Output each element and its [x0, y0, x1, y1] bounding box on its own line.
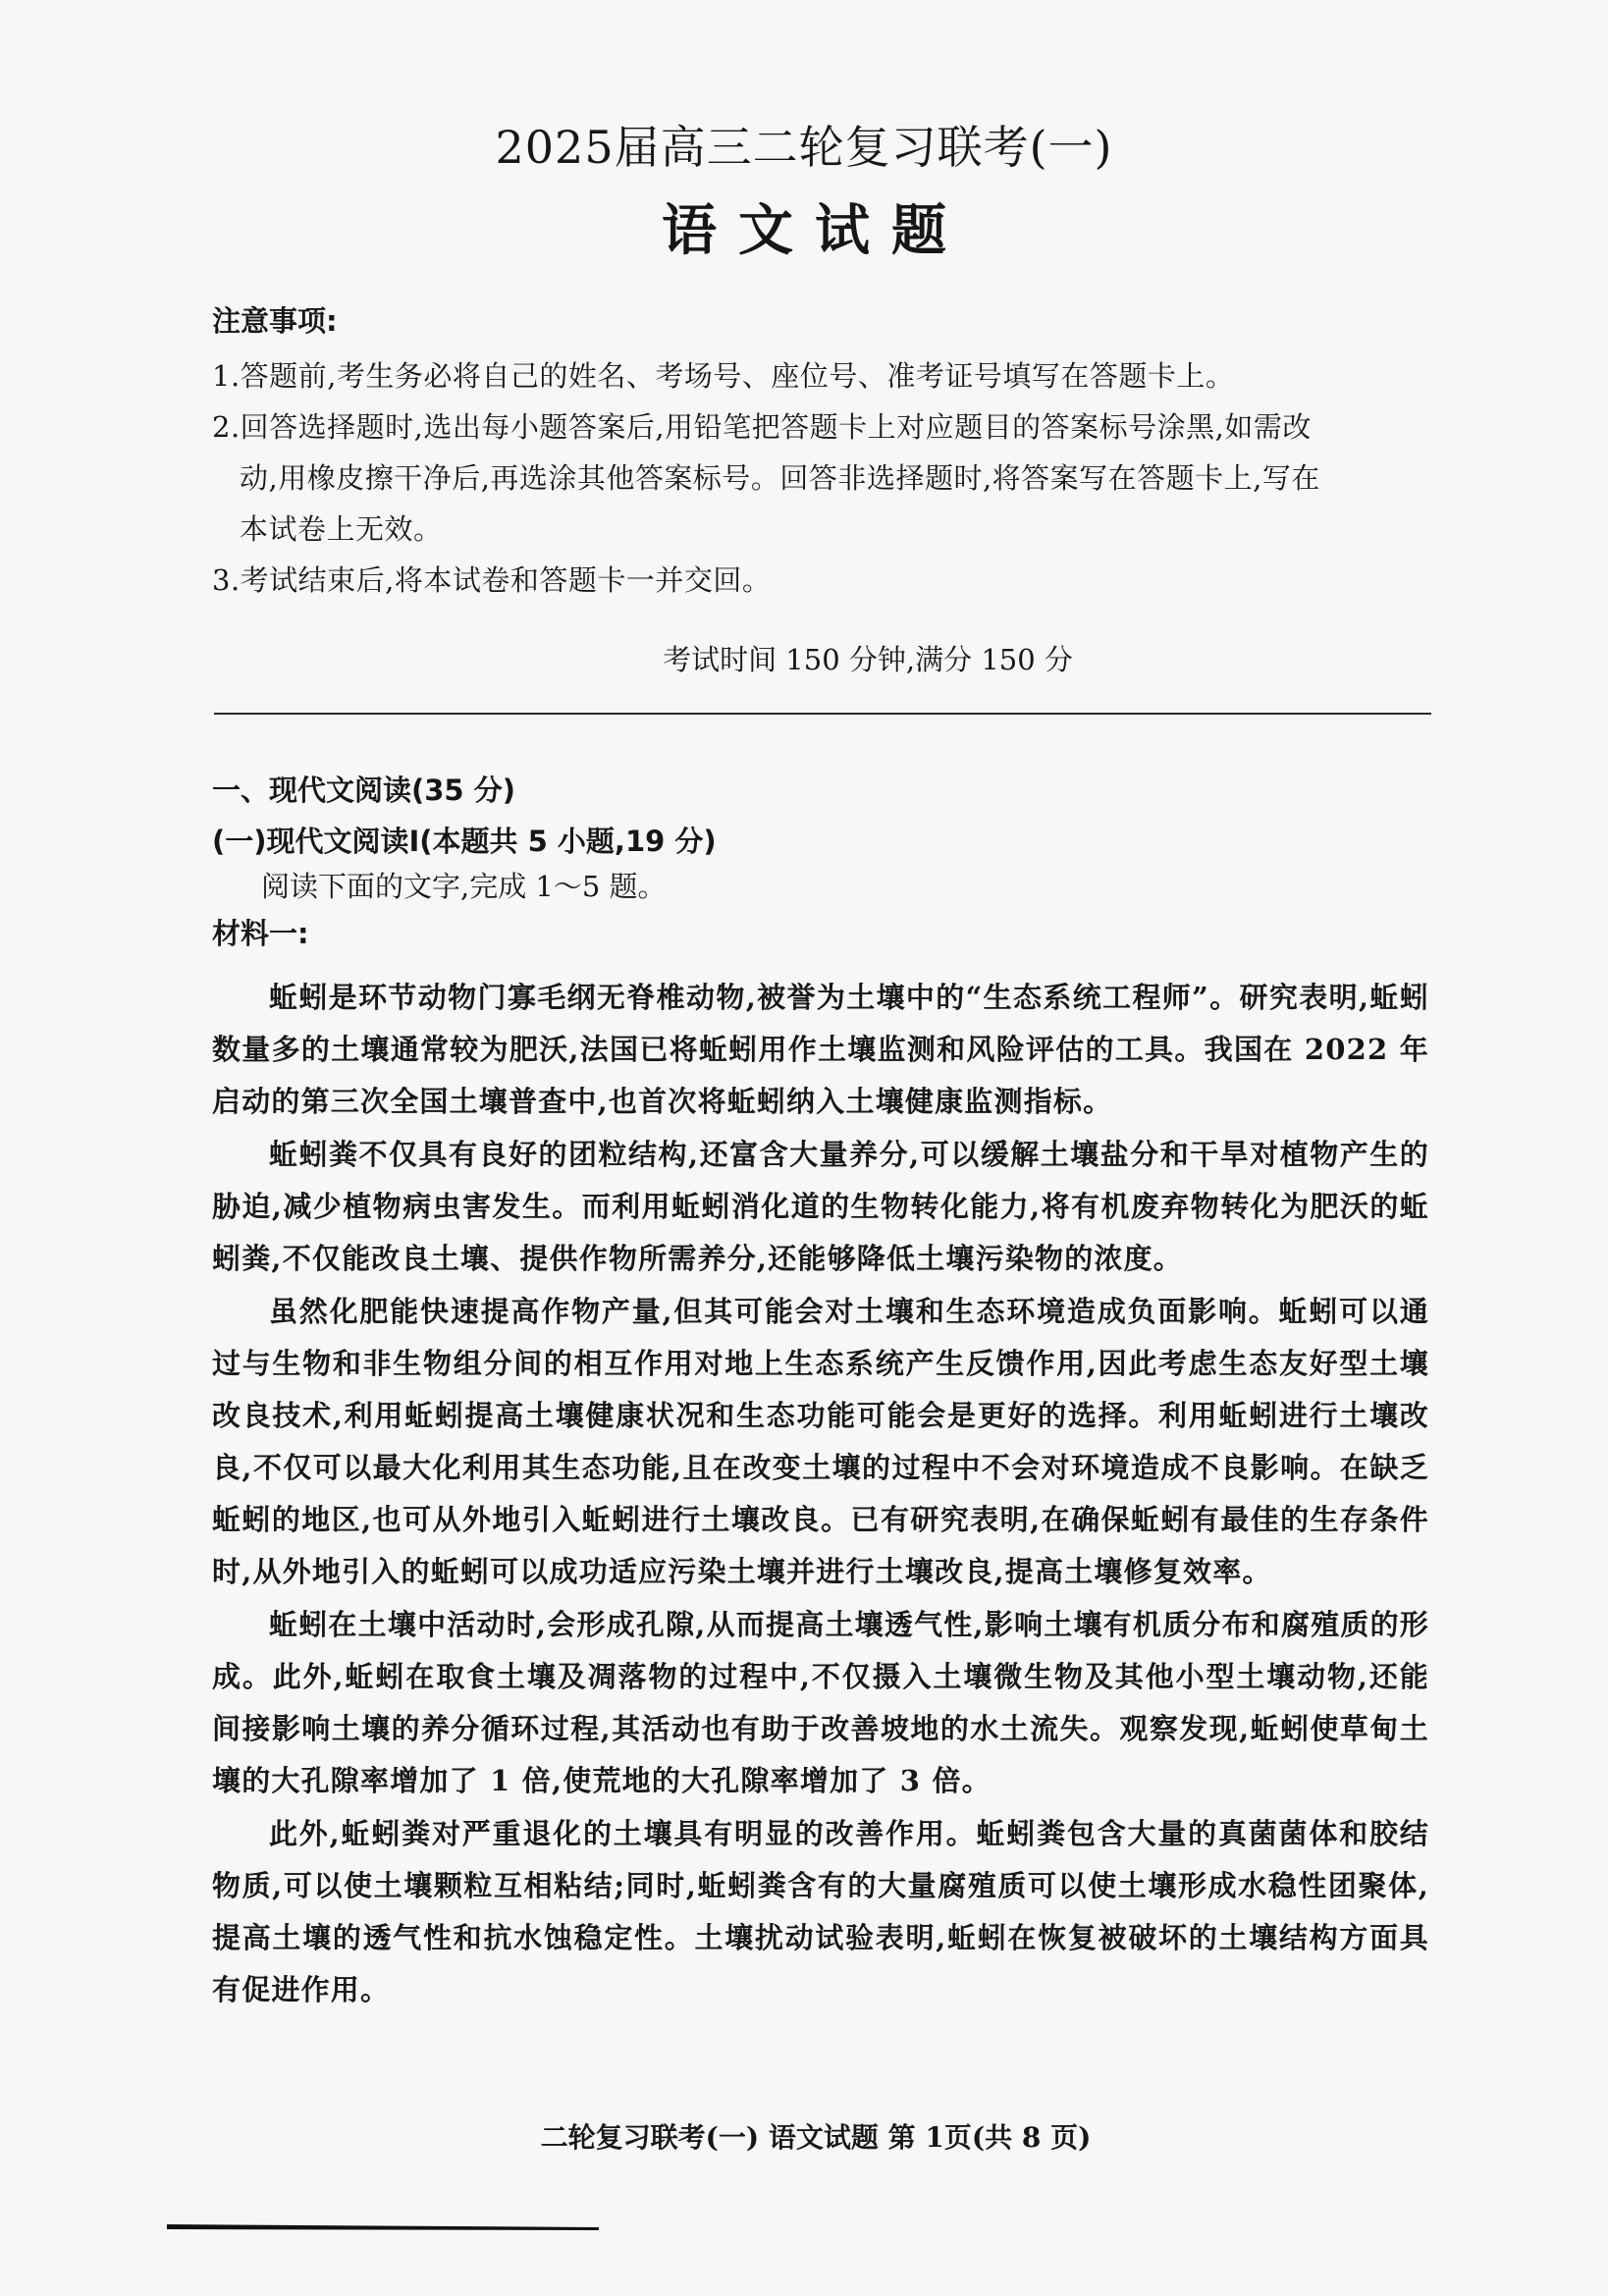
paragraph-2: 蚯蚓粪不仅具有良好的团粒结构,还富含大量养分,可以缓解土壤盐分和干旱对植物产生的胁迫,减少植物病虫害发生。而利用蚯蚓消化道的生物转化能力,将有机废弃物转化为肥沃的蚯蚓粪,不仅能改良土壤、提供作物所需养分,还能够降低土壤污染物的浓度。: [212, 1138, 1429, 1275]
paragraph-3: 虽然化肥能快速提高作物产量,但其可能会对土壤和生态环境造成负面影响。蚯蚓可以通过与生物和非生物组分间的相互作用对地上生态系统产生反馈作用,因此考虑生态友好型土壤改良技术,利用蚯蚓提高土壤健康状况和生态功能可能会是更好的选择。利用蚯蚓进行土壤改良,不仅可以最大化利用其生态功能,且在改变土壤的过程中不会对环境造成不良影响。在缺乏蚯蚓的地区,也可从外地引入蚯蚓进行土壤改良。已有研究表明,在确保蚯蚓有最佳的生存条件时,从外地引入的蚯蚓可以成功适应污染土壤并进行土壤改良,提高土壤修复效率。: [212, 1295, 1429, 1588]
material-text: [212, 972, 1429, 2017]
section-divider: [214, 713, 1431, 715]
subject-title: 语文试题: [662, 198, 968, 263]
paragraph-1: 蚯蚓是环节动物门寡毛纲无脊椎动物,被誉为土壤中的“生态系统工程师”。研究表明,蚯蚓数量多的土壤通常较为肥沃,法国已将蚯蚓用作土壤监测和风险评估的工具。我国在 2022 年启动的第三次全国土壤普查中,也首次将蚯蚓纳入土壤健康监测指标。: [212, 981, 1429, 1118]
paragraph-4: 蚯蚓在土壤中活动时,会形成孔隙,从而提高土壤透气性,影响土壤有机质分布和腐殖质的形成。此外,蚯蚓在取食土壤及凋落物的过程中,不仅摄入土壤微生物及其他小型土壤动物,还能间接影响土壤的养分循环过程,其活动也有助于改善坡地的水土流失。观察发现,蚯蚓使草甸土壤的大孔隙率增加了 1 倍,使荒地的大孔隙率增加了 3 倍。: [212, 1608, 1429, 1797]
exam-time-info: 考试时间 150 分钟,满分 150 分: [663, 643, 1073, 676]
subsection-heading: (一)现代文阅读Ⅰ(本题共 5 小题,19 分): [212, 825, 717, 858]
paragraph-5: 此外,蚯蚓粪对严重退化的土壤具有明显的改善作用。蚯蚓粪包含大量的真菌菌体和胶结物质,可以使土壤颗粒互相粘结;同时,蚯蚓粪含有的大量腐殖质可以使土壤形成水稳性团聚体,提高土壤的透气性和抗水蚀稳定性。土壤扰动试验表明,蚯蚓在恢复被破坏的土壤结构方面具有促进作用。: [212, 1817, 1429, 2006]
notice-item-2-cont-2: 本试卷上无效。: [240, 512, 443, 546]
notice-item-2: 2.回答选择题时,选出每小题答案后,用铅笔把答题卡上对应题目的答案标号涂黑,如需改: [212, 410, 1312, 444]
notice-heading: 注意事项:: [212, 304, 338, 338]
scan-edge-mark: [167, 2220, 599, 2232]
notice-item-2-cont: 动,用橡皮擦干净后,再选涂其他答案标号。回答非选择题时,将答案写在答题卡上,写在: [240, 461, 1320, 495]
section-heading: 一、现代文阅读(35 分): [212, 774, 515, 807]
notice-item-3: 3.考试结束后,将本试卷和答题卡一并交回。: [212, 563, 772, 597]
exam-title: 2025届高三二轮复习联考(一): [495, 121, 1113, 174]
notice-item-1: 1.答题前,考生务必将自己的姓名、考场号、座位号、准考证号填写在答题卡上。: [212, 359, 1235, 393]
material-label: 材料一:: [212, 917, 309, 950]
section-header: [212, 768, 1429, 956]
page-footer: 二轮复习联考(一) 语文试题 第 1页(共 8 页): [540, 2121, 1092, 2154]
notice-block: [212, 299, 1429, 606]
reading-instruction: 阅读下面的文字,完成 1～5 题。: [261, 870, 667, 903]
